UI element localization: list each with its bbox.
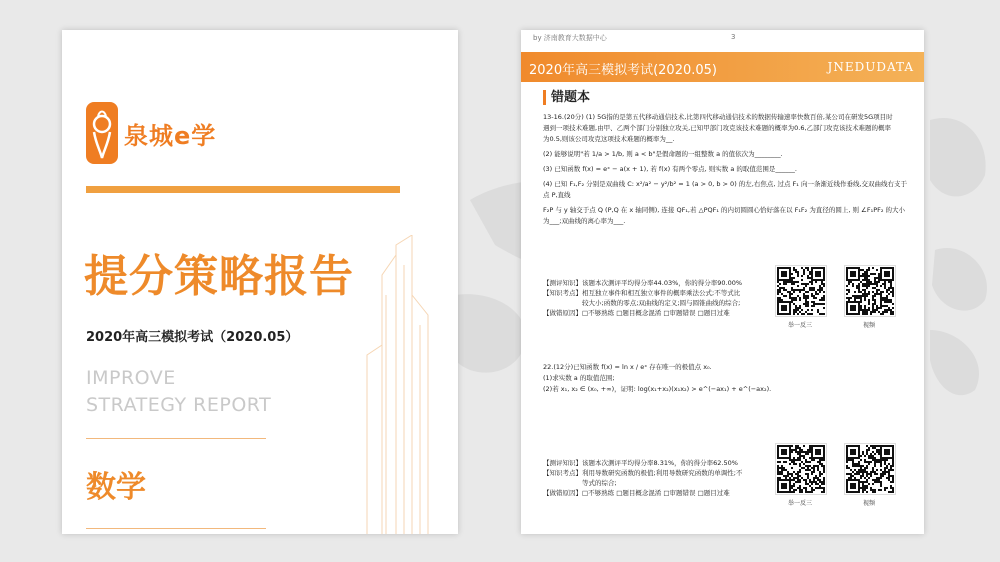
subject-name: 数学 [86, 470, 146, 505]
practice-qr-label: 举一反三 [787, 322, 812, 329]
analysis-line: 等式的综合; [543, 479, 617, 487]
question-line: 22.(12分)已知函数 f(x) = ln x / eˣ 存在唯一的极值点 x₀. [543, 363, 712, 371]
video-qr-code[interactable] [844, 443, 896, 495]
question-line: (3) 已知函数 f(x) = eˣ − a(x + 1), 若 f(x) 有两个零点, 则实数 a 的取值范围是______. [543, 165, 797, 173]
divider-thin-bottom [86, 528, 266, 529]
question-line: F₂P 与 y 轴交于点 Q (P,Q 在 x 轴同侧), 连接 QF₁,若 △PQF₁ 的内切圆圆心恰好落在以 F₁F₂ 为直径的圆上, 则 ∠F₁PF₂ 的大小 [543, 206, 906, 214]
question-line: 为___;双曲线的离心率为___. [543, 217, 626, 225]
logo-text: 泉城e学 [124, 121, 217, 150]
question-22 [543, 362, 911, 395]
exam-banner [521, 52, 924, 82]
video-qr-label: 视频 [862, 322, 875, 329]
divider-thin-top [86, 438, 266, 439]
building-illustration [362, 235, 452, 534]
analysis-line: 【知识考点】利用导数研究函数的极值;利用导数研究函数的单调性;不 [543, 469, 743, 477]
video-qr-label: 视频 [862, 500, 875, 507]
mistake-notebook-page [521, 30, 924, 534]
report-title: 提分策略报告 [84, 251, 354, 302]
question-line: (1)求实数 a 的取值范围; [543, 374, 615, 382]
question-line: 为0.5,则该公司攻克这项技术难题的概率为__. [543, 135, 675, 143]
page-number: 3 [731, 33, 736, 41]
practice-qr-label: 举一反三 [787, 500, 812, 507]
english-title-line1: IMPROVE [86, 367, 176, 389]
video-qr-code[interactable] [844, 265, 896, 317]
analysis-line: 【知识考点】相互独立事件和相互独立事件的概率乘法公式;不等式比 [543, 289, 741, 297]
analysis-line: 较大小;函数的零点;双曲线的定义;圆与圆锥曲线的综合; [543, 299, 741, 307]
question-13-16 [543, 112, 911, 227]
english-title-line2: STRATEGY REPORT [86, 394, 272, 416]
question-line: 遇到一项技术难题,由甲、乙两个部门分别独立攻关,已知甲部门攻克该技术难题的概率为0.6,乙部门攻克该技术难题的概率 [543, 124, 892, 132]
practice-qr-code[interactable] [775, 265, 827, 317]
quancheng-logo-icon [86, 102, 118, 164]
analysis-line: 【做错原因】□不够熟练 □题目概念混淆 □审题错误 □题目过难 [543, 309, 730, 317]
question-line: 13-16.(20分) (1) 5G指的是第五代移动通信技术,比第四代移动通信技术的数据传输速率快数百倍,某公司在研发5G项目时 [543, 113, 893, 121]
report-cover-page [62, 30, 458, 534]
question-line: (2)若 x₁, x₂ ∈ (x₀, +∞)，证明: log(x₁+x₂)(x₁x₂) > e^(−ax₁) + e^(−ax₂). [543, 385, 772, 393]
practice-qr-code[interactable] [775, 443, 827, 495]
section-title: 错题本 [543, 90, 590, 105]
banner-brand: JNEDUDATA [827, 60, 914, 74]
banner-title: 2020年高三模拟考试(2020.05) [529, 63, 717, 78]
question-1-analysis [543, 278, 748, 318]
page-top-line [521, 30, 924, 44]
question-line: (4) 已知 F₁,F₂ 分别是双曲线 C: x²/a² − y²/b² = 1 (a > 0, b > 0) 的左,右焦点, 过点 F₁ 向一条渐近线作垂线,交双曲线右支于点 P,直线 [543, 180, 908, 199]
question-2-analysis [543, 458, 748, 498]
analysis-line: 【测评知识】该题本次测评平均得分率44.03%，你的得分率90.00% [543, 279, 743, 287]
publisher-text: by 济南教育大数据中心 [533, 34, 607, 42]
divider-thick [86, 186, 400, 193]
analysis-line: 【做错原因】□不够熟练 □题目概念混淆 □审题错误 □题目过难 [543, 489, 730, 497]
question-line: (2) 能够说明"若 1/a > 1/b, 则 a < b"是假命题的一组整数 a 的值依次为________. [543, 150, 783, 158]
analysis-line: 【测评知识】该题本次测评平均得分率8.31%，你的得分率62.50% [543, 459, 738, 467]
brand-logo [86, 102, 216, 164]
exam-name: 2020年高三模拟考试（2020.05） [86, 330, 299, 345]
